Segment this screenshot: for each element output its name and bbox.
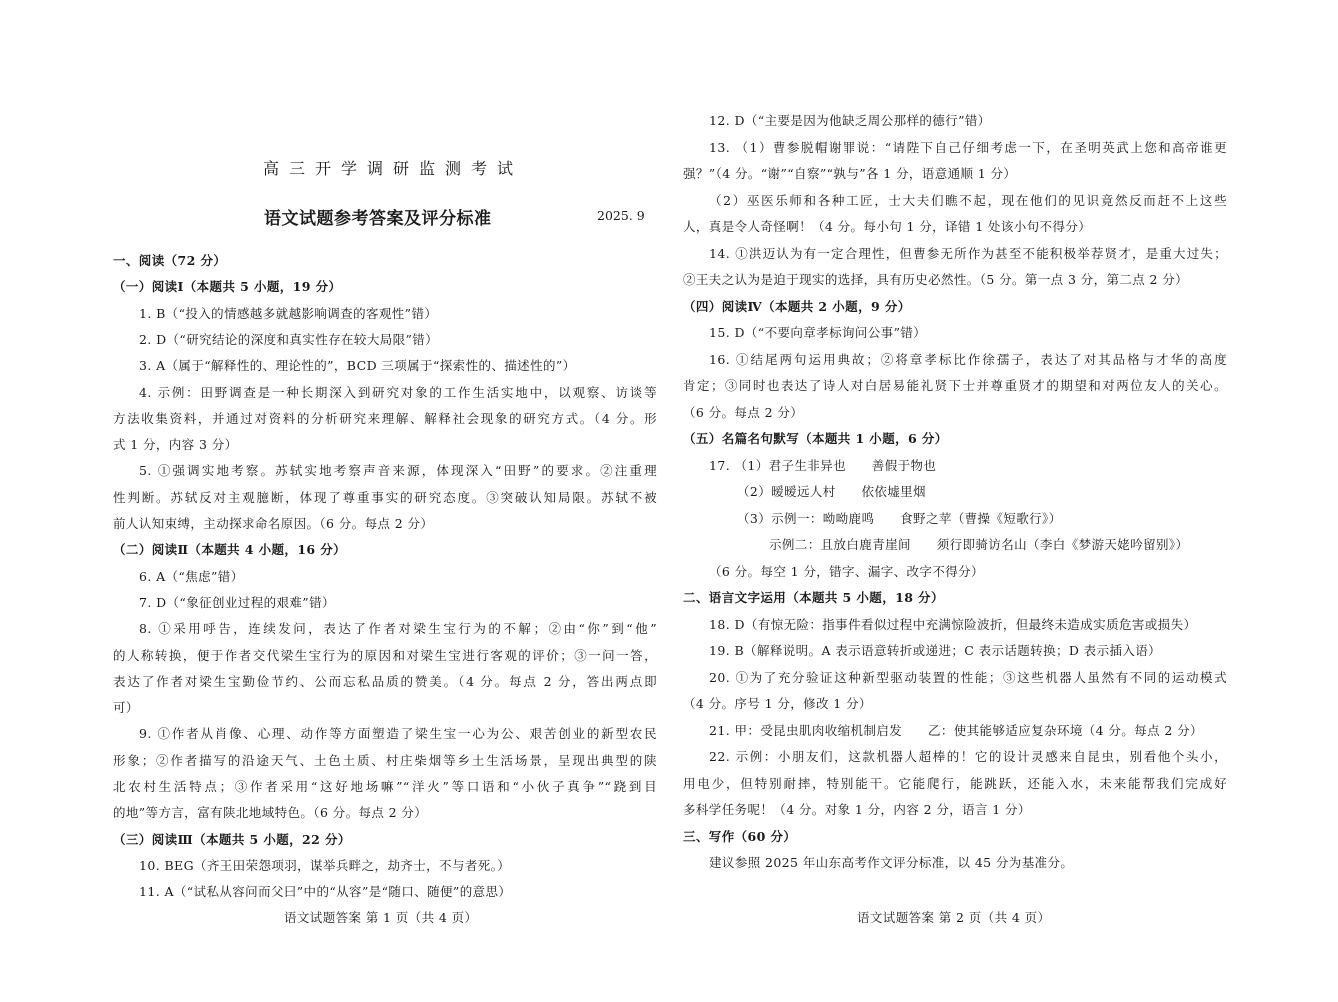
- text-line: 的人称转换，便于作者交代梁生宝行为的原因和对梁生宝进行客观的评价；③一问一答，: [113, 647, 657, 663]
- text-line: 北农村生活特点；③作者采用“这好地场嘛”“洋火”等口语和“小伙子真争”“跷到目: [113, 779, 657, 794]
- text-line: （4 分。序号 1 分，修改 1 分）: [683, 696, 872, 711]
- document-date: 2025. 9: [597, 208, 645, 223]
- text-line: ②王夫之认为是迫于现实的选择，具有历史必然性。（5 分。第一点 3 分，第二点 2 分）: [683, 272, 1189, 287]
- text-line: （四）阅读Ⅳ（本题共 2 小题，9 分）: [683, 298, 911, 314]
- text-line: 可）: [113, 700, 139, 716]
- text-line: 多科学任务呢！（4 分。对象 1 分，内容 2 分，语言 1 分）: [683, 802, 1031, 817]
- text-line: 15. D（“不要向章孝标询问公事”错）: [709, 325, 927, 340]
- text-line: 8. ①采用呼告，连续发问，表达了作者对梁生宝行为的不解；②由“你”到“他”: [139, 621, 657, 637]
- text-line: （三）阅读Ⅲ（本题共 5 小题，22 分）: [113, 831, 351, 847]
- text-line: 10. BEG（齐王田荣怨项羽，谋举兵畔之，劫齐士，不与者死。）: [139, 857, 511, 873]
- text-line: 21. 甲：受昆虫肌肉收缩机制启发 乙：使其能够适应复杂环境（4 分。每点 2 分）: [709, 722, 1203, 738]
- text-line: （6 分。每点 2 分）: [683, 404, 804, 420]
- text-line: 方法收集资料，并通过对资料的分析研究来理解、解释社会现象的研究方式。（4 分。形: [113, 410, 657, 426]
- text-line: 2. D（“研究结论的深度和真实性存在较大局限”错）: [139, 331, 439, 347]
- text-line: 17. （1）君子生非异也 善假于物也: [709, 457, 937, 473]
- text-line: 建议参照 2025 年山东高考作文评分标准，以 45 分为基准分。: [709, 855, 1074, 870]
- text-line: 22. 示例：小朋友们，这款机器人超棒的！它的设计灵感来自昆虫，别看他个头小，: [709, 749, 1227, 764]
- text-line: 16. ①结尾两句运用典故；②将章孝标比作徐孺子，表达了对其品格与才华的高度: [709, 351, 1227, 367]
- text-line: 18. D（有惊无险：指事件看似过程中充满惊险波折，但最终未造成实质危害或损失）: [709, 616, 1197, 632]
- text-line: 的地”等方言，富有陕北地域特色。（6 分。每点 2 分）: [113, 805, 428, 821]
- text-line: （二）阅读Ⅱ（本题共 4 小题，16 分）: [113, 542, 347, 558]
- text-line: 20. ①为了充分验证这种新型驱动装置的性能；③这些机器人虽然有不同的运动模式: [709, 669, 1227, 685]
- footer-left: 语文试题答案 第 1 页（共 4 页）: [284, 910, 478, 925]
- footer-right: 语文试题答案 第 2 页（共 4 页）: [857, 910, 1051, 925]
- text-line: （一）阅读Ⅰ（本题共 5 小题，19 分）: [113, 279, 342, 295]
- text-line: 4. 示例：田野调查是一种长期深入到研究对象的工作生活实地中，以观察、访谈等: [139, 384, 657, 400]
- text-line: 3. A（属于“解释性的、理论性的”，BCD 三项属于“探索性的、描述性的”）: [139, 358, 576, 374]
- text-line: 一、阅读（72 分）: [113, 253, 227, 268]
- text-line: （3）示例一：呦呦鹿鸣 食野之苹（曹操《短歌行》）: [737, 510, 1062, 526]
- text-line: （2）巫医乐师和各种工匠，士大夫们瞧不起，现在他们的见识竟然反而赶不上这些: [709, 192, 1227, 208]
- text-line: 强？”（4 分。“谢”“自察”“孰与”各 1 分，语意通顺 1 分）: [683, 166, 1017, 181]
- text-line: 表达了作者对梁生宝勤俭节约、公而忘私品质的赞美。（4 分。每点 2 分，答出两点即: [113, 673, 657, 689]
- document-subtitle: 语文试题参考答案及评分标准: [264, 209, 492, 229]
- text-line: 5. ①强调实地考察。苏轼实地考察声音来源，体现深入“田野”的要求。②注重理: [139, 463, 657, 479]
- text-line: 前人认知束缚，主动探求命名原因。（6 分。每点 2 分）: [113, 516, 434, 531]
- text-line: 肯定；③同时也表达了诗人对白居易能礼贤下士并尊重贤才的期望和对两位友人的关心。: [683, 378, 1227, 393]
- text-line: 1. B（“投入的情感越多就越影响调查的客观性”错）: [139, 305, 438, 321]
- text-line: 人，真是令人奇怪啊！（4 分。每小句 1 分，译错 1 处该小句不得分）: [683, 219, 1092, 234]
- text-line: （6 分。每空 1 分，错字、漏字、改字不得分）: [709, 563, 984, 579]
- text-line: 13. （1）曹参脱帽谢罪说：“请陛下自己仔细考虑一下，在圣明英武上您和高帝谁更: [709, 139, 1227, 155]
- text-line: 用电少，但特别耐摔，特别能干。它能爬行，能跳跃，还能入水，未来能帮我们完成好: [683, 775, 1227, 791]
- text-line: 6. A（“焦虑”错）: [139, 568, 244, 584]
- text-line: 形象；②作者描写的沿途天气、土色土质、村庄柴烟等乡土生活场景，呈现出典型的陕: [113, 752, 657, 768]
- text-line: 式 1 分，内容 3 分）: [113, 437, 238, 453]
- text-line: 11. A（“试私从容问而父曰”中的“从容”是“随口、随便”的意思）: [139, 884, 512, 900]
- text-line: 12. D（“主要是因为他缺乏周公那样的德行”错）: [709, 113, 991, 128]
- text-line: 7. D（“象征创业过程的艰难”错）: [139, 594, 335, 610]
- text-line: （2）暧暧远人村 依依墟里烟: [737, 484, 926, 499]
- text-line: 三、写作（60 分）: [683, 828, 797, 844]
- text-line: 9. ①作者从肖像、心理、动作等方面塑造了梁生宝一心为公、艰苦创业的新型农民: [139, 726, 657, 742]
- text-line: 二、语言文字运用（本题共 5 小题，18 分）: [683, 590, 944, 605]
- document-title: 高三开学调研监测考试: [263, 159, 524, 178]
- text-line: （五）名篇名句默写（本题共 1 小题，6 分）: [683, 431, 948, 446]
- text-line: 14. ①洪迈认为有一定合理性，但曹参无所作为甚至不能积极举荐贤才，是重大过失；: [709, 245, 1227, 261]
- text-line: 示例二：且放白鹿青崖间 须行即骑访名山（李白《梦游天姥吟留别》）: [769, 537, 1189, 552]
- text-line: 性判断。苏轼反对主观臆断，体现了尊重事实的研究态度。③突破认知局限。苏轼不被: [113, 489, 657, 505]
- text-line: 19. B（解释说明。A 表示语意转折或递进；C 表示话题转换；D 表示插入语）: [709, 643, 1162, 658]
